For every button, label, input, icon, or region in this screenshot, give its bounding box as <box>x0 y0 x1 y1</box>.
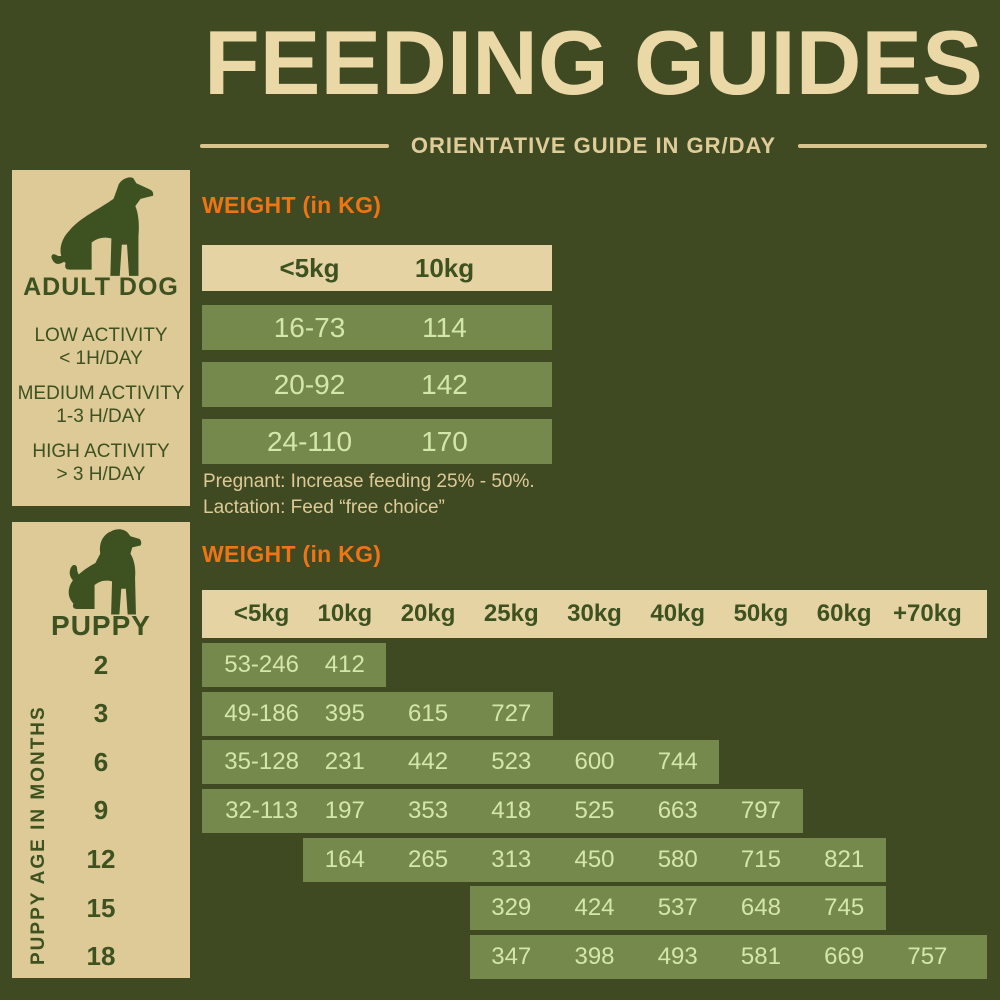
table-cell: 32-113 <box>225 796 299 824</box>
subtitle-rule-right <box>798 144 987 148</box>
puppy-icon <box>55 528 147 620</box>
activity-item <box>12 324 190 370</box>
table-cell <box>220 935 303 979</box>
table-cell: 615 <box>408 699 449 727</box>
column-header: 25kg <box>483 600 539 627</box>
table-cell <box>803 692 886 736</box>
table-cell: 523 <box>491 748 532 776</box>
puppy-age-item: 15 <box>86 892 116 923</box>
table-cell <box>886 886 969 930</box>
puppy-table-row <box>202 935 987 979</box>
table-cell: 581 <box>740 942 781 970</box>
table-cell: 418 <box>491 796 532 824</box>
puppy-age-item: 18 <box>86 941 116 972</box>
table-cell: 313 <box>491 845 532 873</box>
row-cells <box>202 692 987 736</box>
table-cell: 164 <box>324 845 365 873</box>
column-header: +70kg <box>893 600 962 627</box>
table-cell: 715 <box>740 845 781 873</box>
table-cell: 821 <box>824 845 865 873</box>
puppy-table-row <box>202 886 987 930</box>
table-cell: 20-92 <box>273 368 346 400</box>
table-cell <box>719 740 802 784</box>
table-cell: 347 <box>491 942 532 970</box>
table-cell: 797 <box>740 796 781 824</box>
table-cell <box>220 838 303 882</box>
table-cell: 745 <box>824 894 865 922</box>
note-line: Lactation: Feed “free choice” <box>203 496 445 518</box>
subtitle-row <box>200 133 987 159</box>
table-cell: 231 <box>324 748 365 776</box>
table-cell: 170 <box>421 425 468 457</box>
table-cell <box>803 740 886 784</box>
adult-table-row <box>202 362 552 407</box>
puppy-table-row <box>202 838 987 882</box>
table-cell: 424 <box>574 894 615 922</box>
table-cell <box>220 886 303 930</box>
table-cell: 537 <box>657 894 698 922</box>
adult-table-row <box>202 305 552 350</box>
table-cell <box>886 740 969 784</box>
table-cell: 412 <box>324 651 365 678</box>
table-cell: 35-128 <box>224 748 299 776</box>
table-cell: 114 <box>422 311 467 343</box>
table-cell: 353 <box>408 796 449 824</box>
table-cell: 49-186 <box>224 699 299 727</box>
table-cell <box>386 935 469 979</box>
table-cell: 398 <box>574 942 615 970</box>
table-cell <box>719 692 802 736</box>
table-cell <box>303 935 386 979</box>
table-cell: 493 <box>657 942 698 970</box>
puppy-table-row <box>202 643 987 687</box>
adult-dog-icon <box>48 176 154 280</box>
subtitle-rule-left <box>200 144 389 148</box>
table-cell: 329 <box>491 894 532 922</box>
column-header: 30kg <box>567 600 622 627</box>
adult-dog-panel <box>12 170 190 506</box>
puppy-table-row <box>202 740 987 784</box>
activity-item <box>12 382 190 428</box>
table-cell: 669 <box>824 942 865 970</box>
page-subtitle: ORIENTATIVE GUIDE IN GR/DAY <box>410 133 777 158</box>
table-cell: 442 <box>408 748 449 776</box>
table-cell: 16-73 <box>273 311 346 343</box>
puppy-age-item: 12 <box>86 844 116 875</box>
table-cell <box>386 886 469 930</box>
puppy-table-row <box>202 789 987 833</box>
table-cell: 197 <box>324 796 365 824</box>
table-cell <box>719 643 802 687</box>
table-cell <box>470 643 553 687</box>
row-cells <box>202 740 987 784</box>
puppy-weight-heading: WEIGHT (in KG) <box>202 541 382 567</box>
table-cell <box>553 643 636 687</box>
table-cell: 53-246 <box>224 651 299 678</box>
row-cells <box>202 838 987 882</box>
page-title: FEEDING GUIDES <box>204 13 983 114</box>
table-cell: 663 <box>657 796 698 824</box>
puppy-table-row <box>202 692 987 736</box>
column-header: <5kg <box>279 252 340 283</box>
column-header: 10kg <box>317 600 373 627</box>
activity-item <box>12 440 190 486</box>
puppy-age-item: 9 <box>93 795 109 826</box>
column-header: <5kg <box>233 600 290 627</box>
adult-weight-heading: WEIGHT (in KG) <box>202 192 382 218</box>
table-cell <box>803 789 886 833</box>
activity-name: MEDIUM ACTIVITY <box>17 383 185 404</box>
table-cell: 525 <box>574 796 615 824</box>
puppy-age-item: 3 <box>93 698 109 729</box>
table-cell <box>886 838 969 882</box>
puppy-panel <box>12 522 190 978</box>
table-cell <box>803 643 886 687</box>
table-cell: 600 <box>574 748 615 776</box>
adult-notes <box>203 469 535 520</box>
column-header: 60kg <box>816 600 872 627</box>
puppy-label: PUPPY <box>51 610 151 641</box>
table-cell: 727 <box>491 699 532 727</box>
table-cell <box>303 886 386 930</box>
activity-hours: < 1H/DAY <box>59 348 143 370</box>
table-cell: 648 <box>740 894 781 922</box>
table-cell: 450 <box>574 845 615 873</box>
activity-hours: > 3 H/DAY <box>56 464 146 486</box>
table-cell <box>553 692 636 736</box>
adult-table-row <box>202 419 552 464</box>
row-cells <box>202 935 987 979</box>
activity-name: HIGH ACTIVITY <box>32 441 170 462</box>
table-cell: 580 <box>657 845 698 873</box>
row-cells <box>202 643 987 687</box>
puppy-age-axis-label: PUPPY AGE IN MONTHS <box>28 705 49 965</box>
row-cells <box>202 886 987 930</box>
puppy-age-item: 6 <box>93 746 109 777</box>
adult-table-header <box>202 245 552 291</box>
puppy-age-item: 2 <box>93 649 109 680</box>
table-cell <box>636 692 719 736</box>
column-header: 20kg <box>400 600 456 627</box>
puppy-table-header <box>202 590 987 638</box>
puppy-table <box>202 643 987 979</box>
column-header: 50kg <box>733 600 789 627</box>
table-cell: 142 <box>421 368 468 400</box>
row-cells <box>202 789 987 833</box>
table-cell: 744 <box>657 748 698 776</box>
activity-hours: 1-3 H/DAY <box>56 406 146 428</box>
activity-name: LOW ACTIVITY <box>34 325 168 346</box>
adult-dog-label: ADULT DOG <box>23 273 179 301</box>
table-cell: 757 <box>907 942 948 970</box>
table-cell: 24-110 <box>266 425 353 457</box>
table-cell <box>886 643 969 687</box>
column-header: 10kg <box>414 252 475 283</box>
table-cell <box>886 692 969 736</box>
column-header: 40kg <box>650 600 706 627</box>
note-line: Pregnant: Increase feeding 25% - 50%. <box>203 471 535 492</box>
table-cell: 395 <box>324 699 365 727</box>
table-cell: 265 <box>408 845 449 873</box>
table-cell <box>386 643 469 687</box>
table-cell <box>636 643 719 687</box>
table-cell <box>886 789 969 833</box>
